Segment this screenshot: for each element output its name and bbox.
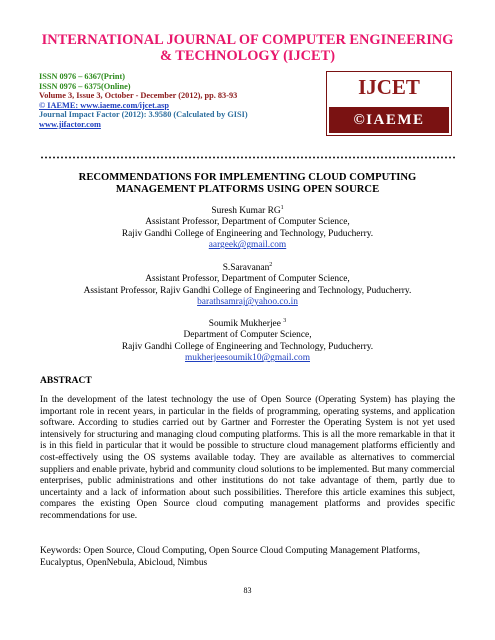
author-name: Suresh Kumar $RG^1$ (211, 204, 284, 216)
volume-info: Volume 3, Issue 3, October - December (2012), pp. 83-93 (39, 91, 238, 101)
issn-online: ISSN 0976 – 6375(Online) (39, 81, 131, 91)
keywords: Keywords: Open Source, Cloud Computing, Open Source Cloud Computing Management Platforms, Eucalyptus, OpenNebula, Abicloud, Nimbus (40, 546, 420, 568)
logo-ijcet-text: IJCET (358, 75, 420, 99)
ijcet-logo (326, 71, 452, 136)
journal-title: INTERNATIONAL JOURNAL OF COMPUTER ENGINEERING & TECHNOLOGY (IJCET) (41, 32, 454, 64)
jifactor-link[interactable]: www.jifactor.com (39, 119, 101, 129)
author-block (40, 206, 455, 252)
logo-iaeme-text: ©IAEME (329, 107, 449, 133)
author-block (40, 319, 455, 365)
author-affiliation: Assistant Professor, Rajiv Gandhi College of Engineering and Technology, Puducherry. (83, 285, 412, 296)
author-superscript: 3 (283, 317, 287, 324)
author-role: Assistant Professor, Department of Computer Science, (145, 274, 350, 285)
journal-meta (39, 72, 339, 130)
author-superscript: 2 (269, 261, 273, 268)
abstract-body: In the development of the latest technology the use of Open Source (Operating System) has playing the important role in recent years, in particular in the fields of programming, operating systems, and application software. According to studies carried out by Gartner and Forrester the Operating System is not yet used intensively for structuring and managing cloud computing platforms. This is all the more remarkable in that it is in this field in particular that it would be possible to structure cloud management platforms efficiently and cost-effectively using the OS systems available today. They are available as alternatives to commercial suppliers and enable private, hybrid and community cloud solutions to be implemented. But many commercial enterprises, public administrations and other institutions do not take advantage of them, partly due to uncertainty and a lack of information about such possibilities. Therefore this article examines this subject, compares the existing Open Source cloud computing management platforms and provides specific recommendations for use. (40, 395, 455, 521)
iaeme-link[interactable]: © IAEME: www.iaeme.com/ijcet.asp (39, 100, 169, 110)
author-role: Department of Computer Science, (183, 330, 312, 341)
abstract-heading: ABSTRACT (40, 376, 92, 386)
author-superscript: 1 (280, 204, 284, 211)
author-affiliation: Rajiv Gandhi College of Engineering and Technology, Puducherry. (121, 341, 374, 352)
issn-print: ISSN 0976 – 6367(Print) (39, 72, 125, 81)
author-email-link[interactable]: mukherjeesoumik10@gmail.com (184, 353, 310, 364)
author-affiliation: Rajiv Gandhi College of Engineering and Technology, Puducherry. (121, 228, 374, 239)
dotted-divider (40, 156, 455, 159)
author-name: S.Saravanan$^2$ (222, 261, 273, 273)
author-role: Assistant Professor, Department of Computer Science, (145, 217, 350, 228)
author-name: Soumik Mukherjee $^3$ (208, 317, 287, 329)
author-email-link[interactable]: aargeek@gmail.com (208, 240, 287, 251)
author-email-link[interactable]: barathsamraj@yahoo.co.in (197, 297, 298, 308)
impact-factor: Journal Impact Factor (2012): 3.9580 (Calculated by GISI) (39, 110, 248, 120)
paper-title: RECOMMENDATIONS FOR IMPLEMENTING CLOUD COMPUTING MANAGEMENT PLATFORMS USING OPEN SOURCE (78, 172, 417, 195)
author-block (40, 263, 455, 309)
page-number: 83 (243, 586, 252, 595)
